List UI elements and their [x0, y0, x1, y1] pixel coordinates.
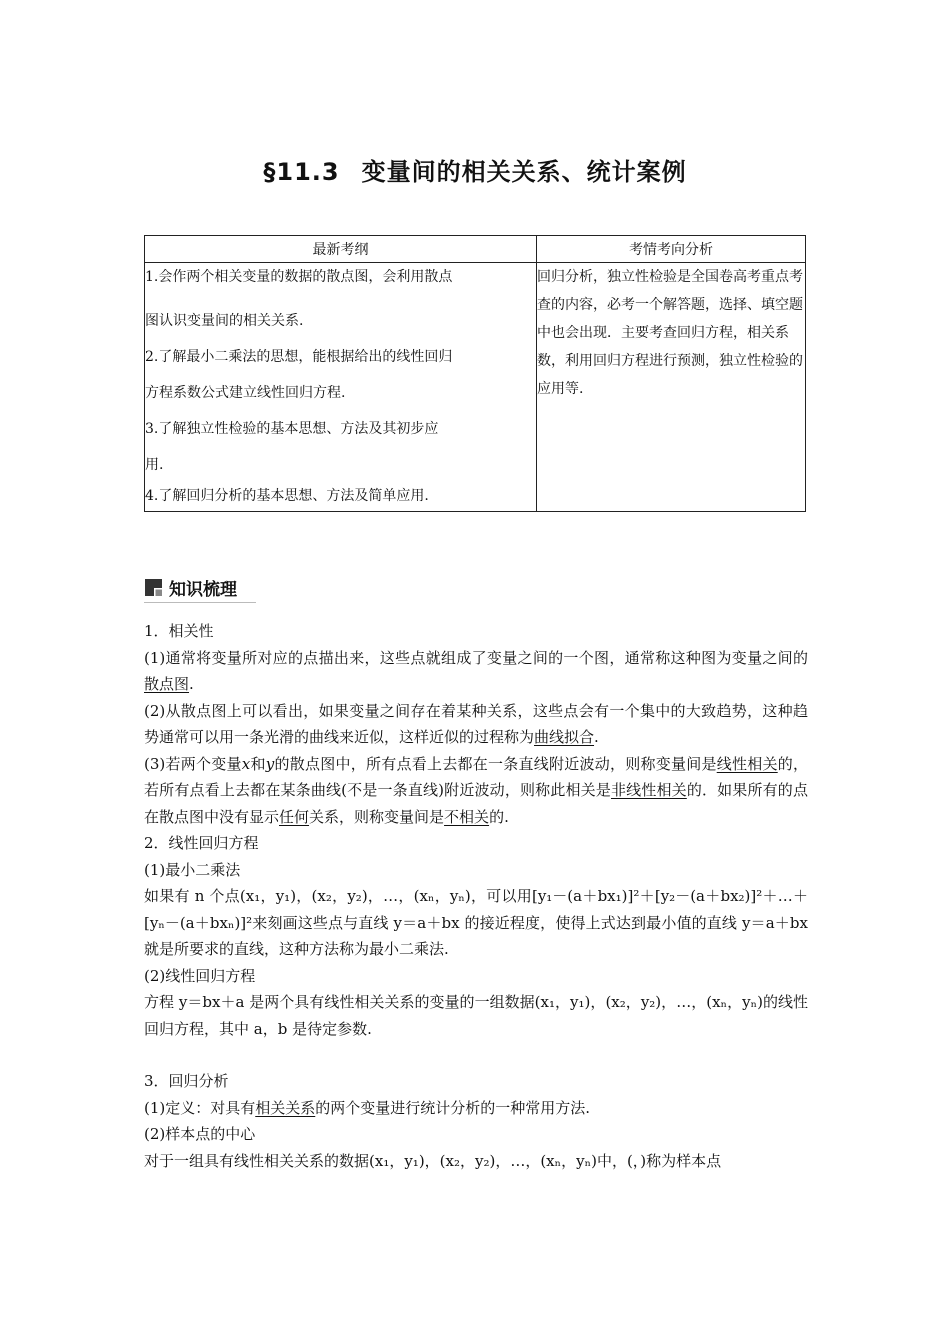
paragraph: (1)通常将变量所对应的点描出来，这些点就组成了变量之间的一个图，通常称这种图为变量之间的散点图.	[144, 648, 808, 693]
section-square-icon	[145, 579, 162, 596]
paragraph: (2)从散点图上可以看出，如果变量之间存在着某种关系，这些点会有一个集中的大致趋势，这种趋势通常可以用一条光滑的曲线来近似，这样近似的过程称为曲线拟合.	[144, 701, 808, 746]
paragraph-sample-center: 对于一组具有线性相关关系的数据(x₁，y₁)，(x₂，y₂)，…，(xₙ，yₙ)中，(，)称为样本点	[144, 1151, 722, 1170]
syllabus-line: 4.了解回归分析的基本思想、方法及简单应用.	[145, 488, 429, 504]
section-heading	[144, 572, 256, 603]
subheading-linear-regression: (2)线性回归方程	[144, 966, 256, 985]
term-uncorrelated: 不相关	[444, 807, 490, 826]
paragraph: (3)若两个变量x和y的散点图中，所有点看上去都在一条直线附近波动，则称变量间是线性相关的，若所有点看上去都在某条曲线(不是一条直线)附近波动，则称此相关是非线性相关的．如果所有的点在散点图中没有显示任何关系，则称变量间是不相关的.	[144, 754, 808, 826]
syllabus-line: 方程系数公式建立线性回归方程.	[145, 385, 346, 401]
syllabus-line: 1.会作两个相关变量的数据的散点图，会利用散点	[145, 269, 453, 285]
heading-regression-equation: 2．线性回归方程	[144, 834, 259, 852]
term-linear-correlation: 线性相关	[716, 754, 778, 773]
subheading-sample-center: (2)样本点的中心	[144, 1125, 256, 1143]
paragraph-linear-regression: 方程 y＝bx＋a 是两个具有线性相关关系的变量的一组数据(x₁，y₁)，(x₂，y₂)，…，(xₙ，yₙ)的线性回归方程，其中 a，b 是待定参数.	[144, 993, 808, 1038]
paragraph-least-squares: 如果有 n 个点(x₁，y₁)，(x₂，y₂)，…，(xₙ，yₙ)，可以用[y₁－(a＋bx₁)]²＋[y₂－(a＋bx₂)]²＋…＋[yₙ－(a＋bxₙ)]²来刻画这些点与直线 y＝a＋bx 的接近程度，使得上式达到最小值的直线 y＝a＋bx 就是所要求的直线，这种方法称为最小二乘法.	[144, 887, 808, 958]
knowledge-body	[144, 618, 808, 1174]
requirements-table	[144, 235, 806, 512]
term-curve-fitting: 曲线拟合	[534, 728, 595, 746]
syllabus-line: 2.了解最小二乘法的思想，能根据给出的线性回归	[145, 349, 453, 365]
syllabus-line: 3.了解独立性检验的基本思想、方法及其初步应	[145, 421, 439, 437]
table-header-analysis: 考情考向分析	[537, 236, 806, 263]
subheading-least-squares: (1)最小二乘法	[144, 860, 241, 879]
term-correlation: 相关关系	[255, 1098, 316, 1117]
heading-regression-analysis: 3．回归分析	[144, 1072, 229, 1090]
term-scatter-plot: 散点图	[144, 675, 190, 693]
section-title: 变量间的相关关系、统计案例	[361, 158, 687, 186]
syllabus-line: 用.	[145, 457, 164, 473]
syllabus-line: 图认识变量间的相关关系.	[145, 313, 304, 329]
term-nonlinear-correlation: 非线性相关	[610, 781, 687, 799]
section-number: §11.3	[263, 158, 340, 186]
syllabus-cell	[145, 263, 537, 512]
section-heading-label: 知识梳理	[169, 580, 237, 600]
paragraph-definition: (1)定义：对具有相关关系的两个变量进行统计分析的一种常用方法.	[144, 1098, 591, 1117]
analysis-cell: 回归分析，独立性检验是全国卷高考重点考查的内容，必考一个解答题，选择、填空题中也会出现．主要考查回归方程，相关系数，利用回归方程进行预测，独立性检验的应用等.	[537, 263, 806, 512]
page-title	[0, 152, 950, 187]
table-header-syllabus: 最新考纲	[145, 236, 537, 263]
term-any: 任何	[279, 807, 310, 826]
heading-correlation: 1．相关性	[144, 622, 214, 640]
